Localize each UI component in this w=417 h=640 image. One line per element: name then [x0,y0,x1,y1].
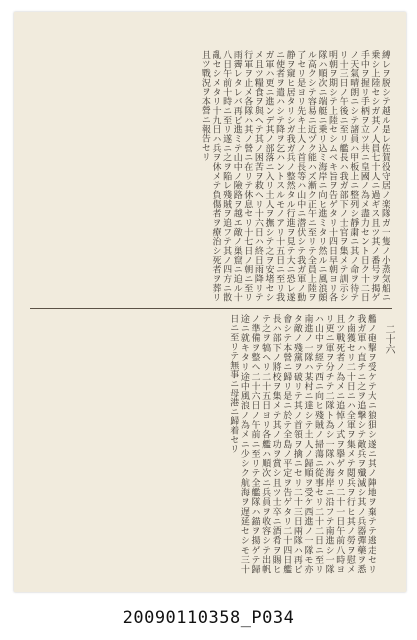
page-number: 二十六 [383,324,394,354]
section-divider [30,308,392,309]
image-id-caption: 20090110358_P034 [122,608,295,628]
upper-text-block: 縛レヲ脱シテ越ル是レ佐賀役守居ノ楽隊ガ一隻ノ小蒸気船ニ乗シ上陸セシガ其ノ人員七十人ニ過ギス且ツ其ノ番号ヲ揭ゲ手中ヲ握リ手柄ヲ立ツ共ニ皇國ノ為メ盡力セント日ク十二日ノ天氣晴朗ニシテ諸員ハ甲板上ニ整列シ靜粛ニ其ノ命ヲ待テリ十三日ノ午後ニ至リ艦長ハ我ガ部下ノ士官ヲ集メテ訓示シ明朝ヲ期シテ上陸セシムベキ旨ヲ告ゲタリ十四日早朝ヨリ各隊ハ順次ニ端艇ニ乗リ込ミ海岸ニ向ヒ進ミタリ然ルニ風浪頗ル高クシテ容易ニ近ヅク能ハズ漸ク正午ニ至リテ全員上陸ヲ了セリ是ヨリ先キ土人ノ首長等ハ山中ニ潜伏シテ我ガ軍ノ動静ヲ窺ヒ居タリシガ我ガ兵ノ整然タル行進ヲ見テ大ニ恐レ遂ニ使者ヲ遣ハシテ降ヲ乞ハントスルモノアリ十五日ニ至リ我ガ軍ハ更ニ進ンデ其ノ部落ニ入リ土人ヲ撫シテ之ヲ安堵セシメ且ツ糧食ヲ與ヘテ其ノ困苦ヲ救ヘリ十六日ハ終日雨降リテ行軍ヲ止メ各隊ハ其ノ營ニ在リテ休息セリ十七日ノ朝ニ至リ雨霽レタレバ再ビ進ミテ山中ノ險路ヲ越エ敵ノ巣窟ニ迫ル十八日午前十時ニ至リ遂ニ之ヲ陥レ殘賊ヲ追フテ其ノ四方ニ散亂セシメタリ十九日ハ兵ヲ休メテ負傷者ヲ療治シ死者ヲ葬リ且ツ戰況ヲ本營ニ報告セリ [199,50,390,302]
lower-text-block: 艦ノ砲撃ヲ受ケテ大ニ狼狽シ遂ニ其ノ陣地ヲ棄テテ逃走セリ我ガ軍ハ直チニ之ヲ追撃シテ敵兵ヲ殲滅シ其ノ兵器彈藥ヲ悉ク鹵獲セリ二十日ニハ全軍ヲ集メテ閲兵ヲ行ヒ其ノ勞ヲ慰メ且ツ戰死者ノ為メニ追悼ノ式ヲ擧ゲタリ二十一日午前八時ヨリ更ニ軍ヲ分チテ二隊ト為シ一隊ハ海岸ニ沿フテ南進シ一隊ハ山中ヲ經テ西ニ向ヒ殘賊ノ掃蕩ニ從事セリ二十二日ニ至リ南進ノ一隊ハ某村ニ達シテ土人ノ歸順ヲ受ケ西進ノ一隊モ亦タ敵ノ殘黨ヲ破リテ其ノ首領ヲ擒ニセリ二十三日兩隊ハ再ビ會シテ本營ニ歸リ是ニ於テ全島ノ平定ヲ告ゲタリ二十四日艦長ハ部下ノ將校ヲ集メテ其ノ功ヲ賞シ且ツ士卒ニ酒肴ヲ賜ヒテ之ヲ犒ヘリ二十五日ヨリ各艦ハ順次ニ兵員ヲ收容シテ出帆ノ準備ヲ整ヘ二十六日ノ午前ニ至リテ全艦隊ハ錨ヲ揚ゲテ歸途ニ就キタリ途中風浪ノ為メニ少シク航海ヲ遅延セシモ三十日ニ至リテ無事ニ母港ニ歸着セリ [228,314,376,574]
document-page [14,12,406,592]
